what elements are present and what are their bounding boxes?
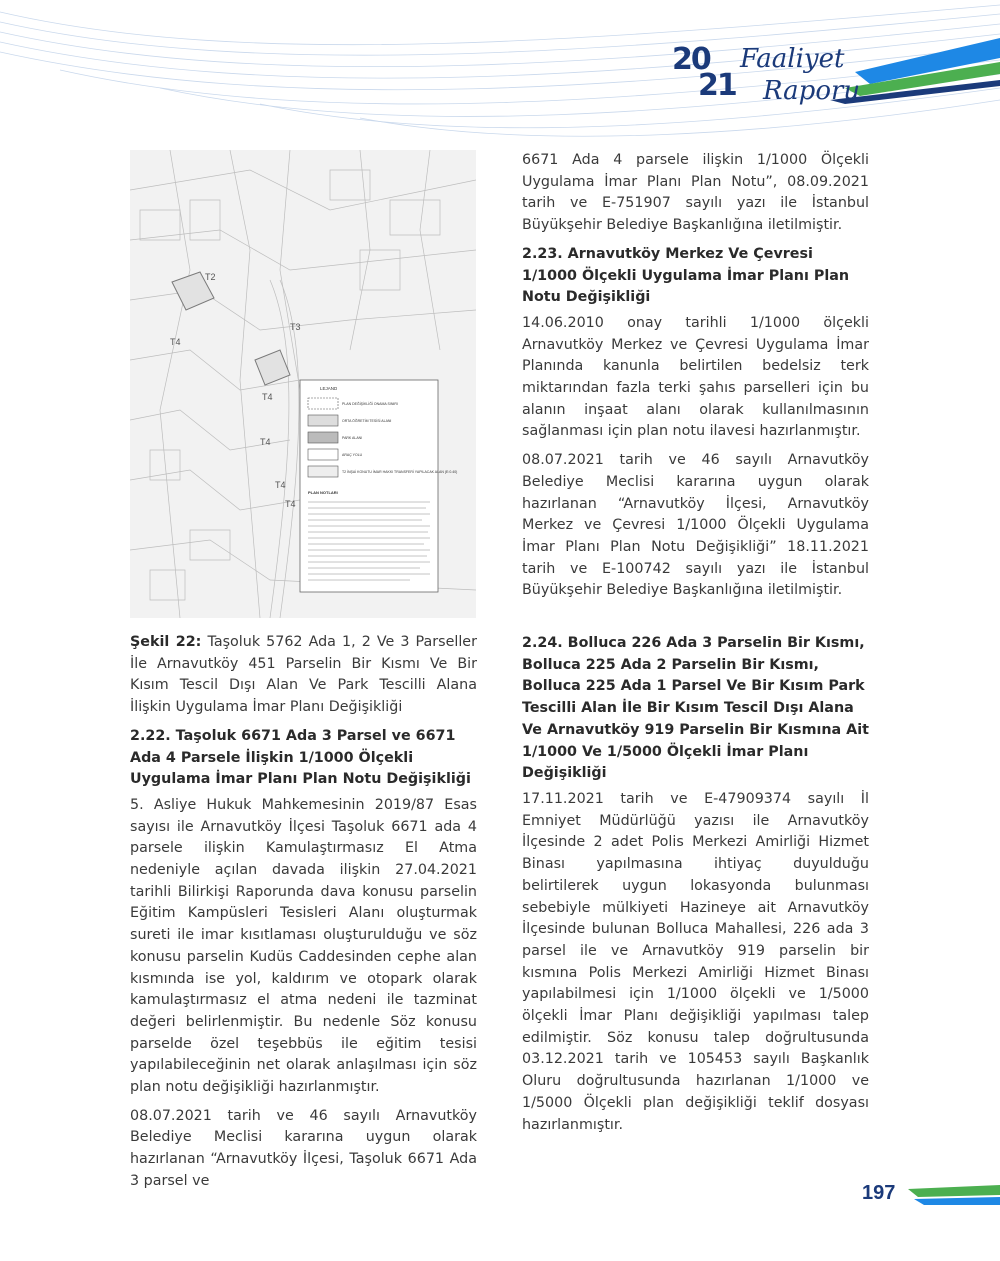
figure-caption-text: Taşoluk 5762 Ada 1, 2 Ve 3 Parseller İle Arnavutköy 451 Parselin Bir Kısmı Ve Bir Kısım Tescil Dışı Alan Ve Park Tescilli Alana İlişkin Uygulama İmar Planı Değişikliği (130, 634, 477, 716)
figure-caption (130, 632, 477, 719)
paragraph: 08.07.2021 tarih ve 46 sayılı Arnavutköy Belediye Meclisi kararına uygun olarak hazırlanan “Arnavutköy İlçesi, Arnavutköy Merkez ve Çevresi 1/1000 Ölçekli Uygulama İmar Planı Plan Notu Değişikliği” 18.11.2021 tarih ve E-100742 sayılı yazı ile İstanbul Büyükşehir Belediye Başkanlığına iletilmiştir. (522, 452, 869, 599)
right-column (522, 150, 869, 1143)
report-logo (668, 36, 861, 116)
logo-word-faaliyet: Faaliyet (740, 44, 845, 74)
zone-label: T3 (290, 322, 301, 332)
legend-box (300, 380, 438, 592)
logo-year-top: 20 (672, 42, 710, 77)
legend-item: PARK ALANI (342, 436, 363, 440)
legend-item: PLAN DEĞİŞİKLİĞİ ONAMA SINIRI (342, 402, 398, 406)
paragraph: 6671 Ada 4 parsele ilişkin 1/1000 Ölçekli Uygulama İmar Planı Plan Notu”, 08.09.2021 tarih ve E-751907 sayılı yazı ile İstanbul Büyükşehir Belediye Başkanlığına iletilmiştir. (522, 152, 869, 234)
legend-item: T2 İNŞAİ KONUTU İMAR HAKKI TRANSFERİ YAPILACAK ALAN (E:0.40) (342, 470, 458, 474)
paragraph: 14.06.2010 onay tarihli 1/1000 ölçekli Arnavutköy Merkez ve Çevresi Uygulama İmar Planında kanunla belirtilen bedelsiz terk miktarından fazla terki şahıs parselleri için bu alanın inşaat alanı olarak kullanılmasının sağlanması için plan notu ilavesi hazırlanmıştır. (522, 314, 869, 440)
paragraph: 5. Asliye Hukuk Mahkemesinin 2019/87 Esas sayısı ile Arnavutköy İlçesi Taşoluk 6671 ada 4 parsele ilişkin Kamulaştırmasız El Atma nedeniyle açılan davada ilişkin 27.04.2021 tarihli Bilirkişi Raporunda dava konusu parselin Eğitim Kampüsleri Tesisleri Alanı oluşturmak sureti ile imar kısıtlaması oluşturulduğu ve söz konusu parselin Kudüs Caddesinden cephe alan kısmında ise yol, kaldırım ve otopark olarak kamulaştırmasız el atma nedeni ile tazminat değeri belirlenmiştir. Bu nedenle Söz konusu parselde özel teşebbüs ile eğitim tesisi yapılabileceğinin net olarak anlaşılması için söz plan notu değişikliği hazırlanmıştır. (130, 796, 477, 1096)
legend-item: ARAÇ YOLU (342, 453, 363, 457)
logo-word-raporu: Raporu (763, 76, 861, 106)
page-number: 197 (862, 1182, 896, 1204)
zone-label: T4 (260, 437, 271, 447)
section-heading-2-23: 2.23. Arnavutköy Merkez Ve Çevresi 1/1000 Ölçekli Uygulama İmar Planı Plan Notu Değişikliği (522, 245, 850, 306)
zone-label: T2 (205, 272, 216, 282)
paragraph: 17.11.2021 tarih ve E-47909374 sayılı İl Emniyet Müdürlüğü yazısı ile Arnavutköy İlçesinde 2 adet Polis Merkezi Amirliği Hizmet Binası yapılmasına ihtiyaç duyulduğu belirtilerek uygun lokasyonda bulunması sebebiyle mülkiyeti Hazineye ait Arnavutköy İlçesinde bulunan Bolluca Mahallesi, 226 ada 3 parsel ile ve Arnavutköy 919 parselin bir kısmına Polis Merkezi Amirliği Hizmet Binası yapılabilmesi için 1/1000 ölçekli ve 1/5000 ölçekli İmar Planı değişikliği yapılması talep edilmiştir. Söz konusu talep doğrultusunda 03.12.2021 tarih ve 105453 sayılı Başkanlık Oluru doğrultusunda hazırlanan 1/1000 ve 1/5000 Ölçekli plan değişikliği teklif dosyası hazırlanmıştır. (522, 790, 869, 1133)
legend-title: LEJAND (320, 386, 338, 391)
left-column (130, 632, 477, 1200)
section-heading-2-24: 2.24. Bolluca 226 Ada 3 Parselin Bir Kısmı, Bolluca 225 Ada 2 Parselin Bir Kısmı, Bolluca 225 Ada 1 Parsel Ve Bir Kısım Park Tescilli Alan İle Bir Kısım Tescil Dışı Alana Ve Arnavutköy 919 Parselin Bir Kısmına Ait 1/1000 Ve 1/5000 Ölçekli İmar Planı Değişikliği (522, 635, 869, 782)
section-heading-2-22: 2.22. Taşoluk 6671 Ada 3 Parsel ve 6671 Ada 4 Parsele İlişkin 1/1000 Ölçekli Uygulama İmar Planı Plan Notu Değişikliği (130, 727, 471, 788)
zone-label: T4 (285, 499, 296, 509)
zoning-plan-figure (130, 150, 476, 618)
zone-label: T4 (170, 337, 181, 347)
paragraph: 08.07.2021 tarih ve 46 sayılı Arnavutköy Belediye Meclisi kararına uygun olarak hazırlanan “Arnavutköy İlçesi, Taşoluk 6671 Ada 3 parsel ve (130, 1107, 477, 1189)
legend-item: ORTA ÖĞRETİM TESİSİ ALANI (342, 419, 392, 423)
plan-notes-title: PLAN NOTLARI (308, 490, 338, 495)
zone-label: T4 (275, 480, 286, 490)
logo-year-bottom: 21 (698, 68, 736, 103)
zone-label: T4 (262, 392, 273, 402)
figure-caption-label: Şekil 22: (130, 634, 202, 650)
footer-swoosh-graphic (900, 1183, 1000, 1213)
